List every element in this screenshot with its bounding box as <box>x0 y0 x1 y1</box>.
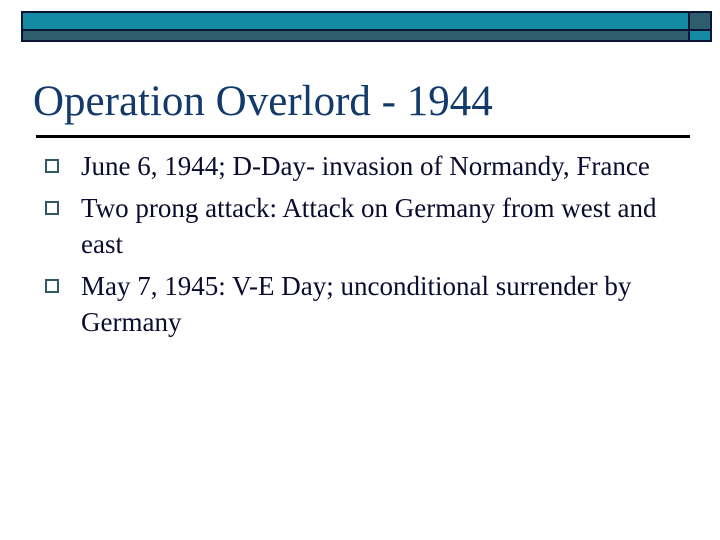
bullet-item <box>45 268 685 340</box>
header-decorative-bar <box>21 11 712 42</box>
slide-title: Operation Overlord - 1944 <box>33 78 493 125</box>
bullet-item <box>45 148 685 184</box>
bullet-text: May 7, 1945: V-E Day; unconditional surrender by Germany <box>81 271 632 337</box>
header-band-bottom <box>23 31 688 40</box>
title-underline-divider <box>36 135 690 138</box>
hollow-square-bullet-icon <box>45 201 59 215</box>
bullet-list <box>45 148 685 346</box>
header-band-top-right <box>690 13 710 29</box>
bullet-text: Two prong attack: Attack on Germany from west and east <box>81 193 657 259</box>
hollow-square-bullet-icon <box>45 279 59 293</box>
bullet-item <box>45 190 685 262</box>
header-band-top <box>23 13 688 29</box>
header-band-bottom-right <box>690 31 710 40</box>
hollow-square-bullet-icon <box>45 159 59 173</box>
bullet-text: June 6, 1944; D-Day- invasion of Normandy, France <box>81 151 650 181</box>
